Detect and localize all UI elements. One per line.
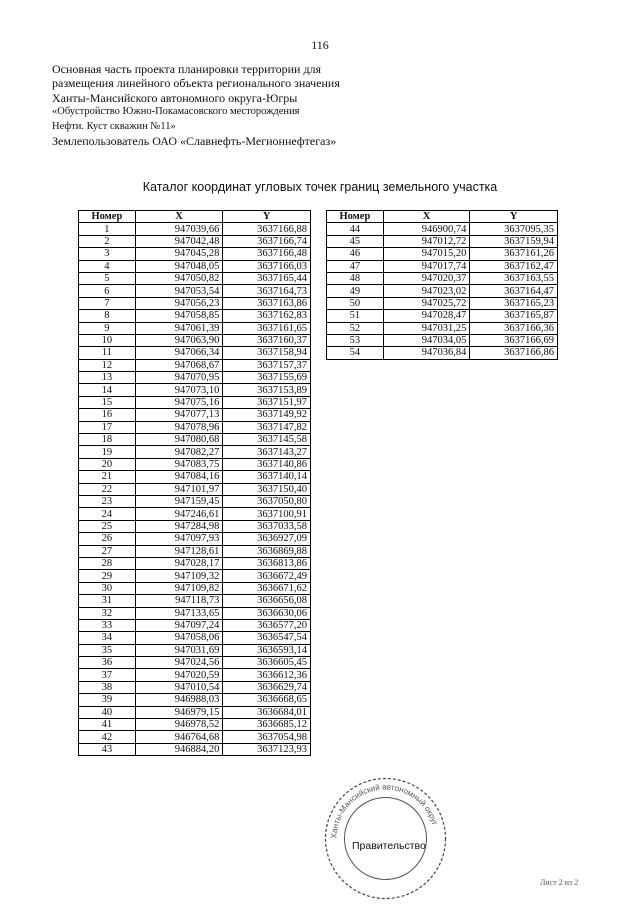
cell-number: 44 xyxy=(327,223,384,235)
official-seal-stamp xyxy=(323,776,448,901)
cell-x: 947109,32 xyxy=(135,570,223,582)
cell-x: 947039,66 xyxy=(135,223,223,235)
cell-x: 947097,93 xyxy=(135,533,223,545)
cell-y: 3637166,74 xyxy=(223,235,311,247)
cell-number: 40 xyxy=(79,706,136,718)
cell-y: 3637095,35 xyxy=(470,223,558,235)
cell-x: 946900,74 xyxy=(383,223,470,235)
cell-x: 947031,25 xyxy=(383,322,470,334)
header-line: Нефти. Куст скважин №11» xyxy=(52,120,176,132)
cell-x: 947058,06 xyxy=(135,632,223,644)
seal-ring-text: Ханты-Мансийский автономный округ xyxy=(329,782,440,839)
cell-y: 3637140,14 xyxy=(223,471,311,483)
cell-number: 45 xyxy=(327,235,384,247)
cell-x: 947028,17 xyxy=(135,557,223,569)
cell-y: 3637143,27 xyxy=(223,446,311,458)
cell-y: 3637157,37 xyxy=(223,359,311,371)
cell-y: 3637054,98 xyxy=(223,731,311,743)
table-row xyxy=(79,223,311,235)
cell-x: 947118,73 xyxy=(135,595,223,607)
table-row xyxy=(79,520,311,532)
cell-x: 947010,54 xyxy=(135,681,223,693)
cell-y: 3637166,48 xyxy=(223,248,311,260)
table-row xyxy=(79,557,311,569)
cell-y: 3637153,89 xyxy=(223,384,311,396)
header-line: «Обустройство Южно-Покамасовского месторождения xyxy=(52,106,300,118)
cell-y: 3636672,49 xyxy=(223,570,311,582)
cell-x: 947020,37 xyxy=(383,272,470,284)
cell-x: 947042,48 xyxy=(135,235,223,247)
cell-x: 947048,05 xyxy=(135,260,223,272)
cell-number: 4 xyxy=(79,260,136,272)
column-header-y: Y xyxy=(470,211,558,223)
table-row xyxy=(79,322,311,334)
cell-x: 947024,56 xyxy=(135,657,223,669)
table-row xyxy=(79,458,311,470)
coordinates-table-left xyxy=(78,210,311,756)
cell-x: 946978,52 xyxy=(135,719,223,731)
table-row xyxy=(79,285,311,297)
table-row xyxy=(327,297,558,309)
cell-number: 26 xyxy=(79,533,136,545)
column-header-number: Номер xyxy=(79,211,136,223)
cell-number: 14 xyxy=(79,384,136,396)
table-row xyxy=(79,657,311,669)
cell-x: 947056,23 xyxy=(135,297,223,309)
table-row xyxy=(79,719,311,731)
cell-x: 947101,97 xyxy=(135,483,223,495)
cell-number: 53 xyxy=(327,334,384,346)
cell-x: 947058,85 xyxy=(135,310,223,322)
cell-number: 29 xyxy=(79,570,136,582)
cell-number: 8 xyxy=(79,310,136,322)
cell-number: 16 xyxy=(79,409,136,421)
cell-number: 46 xyxy=(327,248,384,260)
coordinates-table-right xyxy=(326,210,558,360)
cell-x: 947050,82 xyxy=(135,272,223,284)
table-row xyxy=(327,334,558,346)
cell-y: 3636671,62 xyxy=(223,582,311,594)
table-row xyxy=(79,681,311,693)
table-row xyxy=(79,607,311,619)
cell-y: 3637165,23 xyxy=(470,297,558,309)
cell-number: 20 xyxy=(79,458,136,470)
cell-number: 11 xyxy=(79,347,136,359)
cell-y: 3637166,69 xyxy=(470,334,558,346)
cell-number: 7 xyxy=(79,297,136,309)
cell-x: 947066,34 xyxy=(135,347,223,359)
cell-number: 24 xyxy=(79,508,136,520)
table-row xyxy=(79,644,311,656)
table-row xyxy=(79,731,311,743)
catalog-title: Каталог координат угловых точек границ земельного участка xyxy=(142,180,498,194)
cell-x: 947083,75 xyxy=(135,458,223,470)
cell-number: 6 xyxy=(79,285,136,297)
cell-number: 12 xyxy=(79,359,136,371)
cell-x: 947246,61 xyxy=(135,508,223,520)
cell-y: 3637163,55 xyxy=(470,272,558,284)
table-row xyxy=(79,570,311,582)
cell-x: 947068,67 xyxy=(135,359,223,371)
cell-x: 947075,16 xyxy=(135,396,223,408)
cell-number: 23 xyxy=(79,495,136,507)
cell-number: 22 xyxy=(79,483,136,495)
cell-y: 3637151,97 xyxy=(223,396,311,408)
table-row xyxy=(79,310,311,322)
cell-number: 47 xyxy=(327,260,384,272)
header-line: Землепользователь ОАО «Славнефть-Мегионнефтегаз» xyxy=(52,134,337,149)
table-row xyxy=(79,359,311,371)
column-header-x: X xyxy=(383,211,470,223)
cell-number: 1 xyxy=(79,223,136,235)
cell-x: 947034,05 xyxy=(383,334,470,346)
cell-y: 3637150,40 xyxy=(223,483,311,495)
cell-y: 3637162,47 xyxy=(470,260,558,272)
cell-y: 3637165,87 xyxy=(470,310,558,322)
table-row xyxy=(79,669,311,681)
cell-y: 3636629,74 xyxy=(223,681,311,693)
cell-number: 28 xyxy=(79,557,136,569)
cell-y: 3637158,94 xyxy=(223,347,311,359)
cell-number: 19 xyxy=(79,446,136,458)
cell-y: 3637160,37 xyxy=(223,334,311,346)
cell-x: 947082,27 xyxy=(135,446,223,458)
cell-y: 3636684,01 xyxy=(223,706,311,718)
cell-y: 3636813,86 xyxy=(223,557,311,569)
cell-number: 51 xyxy=(327,310,384,322)
cell-x: 947031,69 xyxy=(135,644,223,656)
cell-y: 3637140,86 xyxy=(223,458,311,470)
cell-y: 3637164,47 xyxy=(470,285,558,297)
page-number: 116 xyxy=(311,38,329,52)
cell-number: 42 xyxy=(79,731,136,743)
table-row xyxy=(327,322,558,334)
cell-x: 947159,45 xyxy=(135,495,223,507)
cell-x: 947012,72 xyxy=(383,235,470,247)
cell-x: 947036,84 xyxy=(383,347,470,359)
cell-number: 2 xyxy=(79,235,136,247)
table-row xyxy=(327,235,558,247)
header-line: Ханты-Мансийского автономного округа-Югры xyxy=(52,90,298,105)
cell-number: 35 xyxy=(79,644,136,656)
table-row xyxy=(327,310,558,322)
cell-number: 38 xyxy=(79,681,136,693)
table-row xyxy=(327,223,558,235)
cell-x: 947080,68 xyxy=(135,434,223,446)
cell-number: 10 xyxy=(79,334,136,346)
cell-number: 5 xyxy=(79,272,136,284)
page-footer: Лист 2 из 2 xyxy=(540,878,579,887)
cell-y: 3636656,08 xyxy=(223,595,311,607)
cell-x: 946988,03 xyxy=(135,694,223,706)
cell-number: 39 xyxy=(79,694,136,706)
cell-x: 947015,20 xyxy=(383,248,470,260)
table-row xyxy=(79,582,311,594)
cell-number: 21 xyxy=(79,471,136,483)
table-row xyxy=(327,248,558,260)
cell-number: 34 xyxy=(79,632,136,644)
cell-y: 3637165,44 xyxy=(223,272,311,284)
cell-x: 947070,95 xyxy=(135,372,223,384)
table-row xyxy=(79,421,311,433)
cell-number: 30 xyxy=(79,582,136,594)
table-row xyxy=(79,297,311,309)
table-row xyxy=(79,706,311,718)
table-row xyxy=(79,347,311,359)
cell-y: 3637162,83 xyxy=(223,310,311,322)
table-row xyxy=(79,235,311,247)
cell-y: 3637159,94 xyxy=(470,235,558,247)
cell-number: 9 xyxy=(79,322,136,334)
table-row xyxy=(79,533,311,545)
table-row xyxy=(327,285,558,297)
table-row xyxy=(79,508,311,520)
table-row xyxy=(79,434,311,446)
cell-y: 3637161,26 xyxy=(470,248,558,260)
cell-y: 3637166,36 xyxy=(470,322,558,334)
cell-number: 54 xyxy=(327,347,384,359)
table-row xyxy=(79,272,311,284)
table-row xyxy=(327,347,558,359)
cell-y: 3636605,45 xyxy=(223,657,311,669)
cell-y: 3637123,93 xyxy=(223,743,311,755)
table-row xyxy=(79,471,311,483)
cell-y: 3637147,82 xyxy=(223,421,311,433)
column-header-x: X xyxy=(135,211,223,223)
cell-number: 50 xyxy=(327,297,384,309)
cell-y: 3636927,09 xyxy=(223,533,311,545)
cell-y: 3636577,20 xyxy=(223,619,311,631)
cell-x: 947078,96 xyxy=(135,421,223,433)
table-row xyxy=(79,595,311,607)
table-row xyxy=(79,483,311,495)
cell-x: 947025,72 xyxy=(383,297,470,309)
cell-y: 3636547,54 xyxy=(223,632,311,644)
cell-x: 947077,13 xyxy=(135,409,223,421)
cell-y: 3636869,88 xyxy=(223,545,311,557)
column-header-number: Номер xyxy=(327,211,384,223)
cell-x: 947053,54 xyxy=(135,285,223,297)
cell-x: 947023,02 xyxy=(383,285,470,297)
cell-number: 36 xyxy=(79,657,136,669)
table-header-row xyxy=(79,211,311,223)
cell-y: 3637163,86 xyxy=(223,297,311,309)
table-row xyxy=(79,384,311,396)
table-row xyxy=(79,545,311,557)
cell-x: 947097,24 xyxy=(135,619,223,631)
cell-y: 3637145,58 xyxy=(223,434,311,446)
cell-x: 947045,28 xyxy=(135,248,223,260)
cell-number: 49 xyxy=(327,285,384,297)
cell-y: 3636685,12 xyxy=(223,719,311,731)
cell-x: 947133,65 xyxy=(135,607,223,619)
cell-x: 946884,20 xyxy=(135,743,223,755)
table-row xyxy=(79,694,311,706)
cell-y: 3637166,88 xyxy=(223,223,311,235)
cell-x: 947084,16 xyxy=(135,471,223,483)
table-row xyxy=(79,495,311,507)
table-row xyxy=(79,248,311,260)
cell-number: 25 xyxy=(79,520,136,532)
cell-x: 947028,47 xyxy=(383,310,470,322)
cell-y: 3637100,91 xyxy=(223,508,311,520)
cell-y: 3636668,65 xyxy=(223,694,311,706)
table-row xyxy=(79,409,311,421)
table-row xyxy=(79,396,311,408)
header-line: Основная часть проекта планировки территории для xyxy=(52,62,322,76)
cell-y: 3636630,06 xyxy=(223,607,311,619)
cell-number: 52 xyxy=(327,322,384,334)
cell-number: 17 xyxy=(79,421,136,433)
cell-x: 947061,39 xyxy=(135,322,223,334)
header-line: размещения линейного объекта регионального значения xyxy=(52,76,340,91)
cell-x: 946764,68 xyxy=(135,731,223,743)
cell-number: 18 xyxy=(79,434,136,446)
cell-y: 3637033,58 xyxy=(223,520,311,532)
table-row xyxy=(79,446,311,458)
cell-number: 13 xyxy=(79,372,136,384)
table-row xyxy=(79,334,311,346)
cell-number: 27 xyxy=(79,545,136,557)
cell-number: 15 xyxy=(79,396,136,408)
seal-center-text: Правительство xyxy=(352,840,426,852)
cell-y: 3637155,69 xyxy=(223,372,311,384)
cell-x: 947063,90 xyxy=(135,334,223,346)
cell-number: 31 xyxy=(79,595,136,607)
table-header-row xyxy=(327,211,558,223)
cell-x: 947073,10 xyxy=(135,384,223,396)
cell-x: 947017,74 xyxy=(383,260,470,272)
cell-y: 3636612,36 xyxy=(223,669,311,681)
cell-y: 3637149,92 xyxy=(223,409,311,421)
cell-number: 33 xyxy=(79,619,136,631)
cell-y: 3636593,14 xyxy=(223,644,311,656)
cell-y: 3637164,73 xyxy=(223,285,311,297)
table-row xyxy=(79,372,311,384)
cell-y: 3637166,86 xyxy=(470,347,558,359)
column-header-y: Y xyxy=(223,211,311,223)
table-row xyxy=(327,260,558,272)
cell-x: 947020,59 xyxy=(135,669,223,681)
table-row xyxy=(79,619,311,631)
cell-y: 3637166,03 xyxy=(223,260,311,272)
document-header xyxy=(52,62,412,148)
cell-y: 3637161,65 xyxy=(223,322,311,334)
table-row xyxy=(327,272,558,284)
cell-x: 947109,82 xyxy=(135,582,223,594)
cell-number: 43 xyxy=(79,743,136,755)
table-row xyxy=(79,632,311,644)
cell-y: 3637050,80 xyxy=(223,495,311,507)
table-row xyxy=(79,260,311,272)
cell-number: 37 xyxy=(79,669,136,681)
cell-number: 32 xyxy=(79,607,136,619)
cell-number: 3 xyxy=(79,248,136,260)
cell-x: 946979,15 xyxy=(135,706,223,718)
cell-number: 48 xyxy=(327,272,384,284)
cell-x: 947284,98 xyxy=(135,520,223,532)
cell-number: 41 xyxy=(79,719,136,731)
cell-x: 947128,61 xyxy=(135,545,223,557)
table-row xyxy=(79,743,311,755)
